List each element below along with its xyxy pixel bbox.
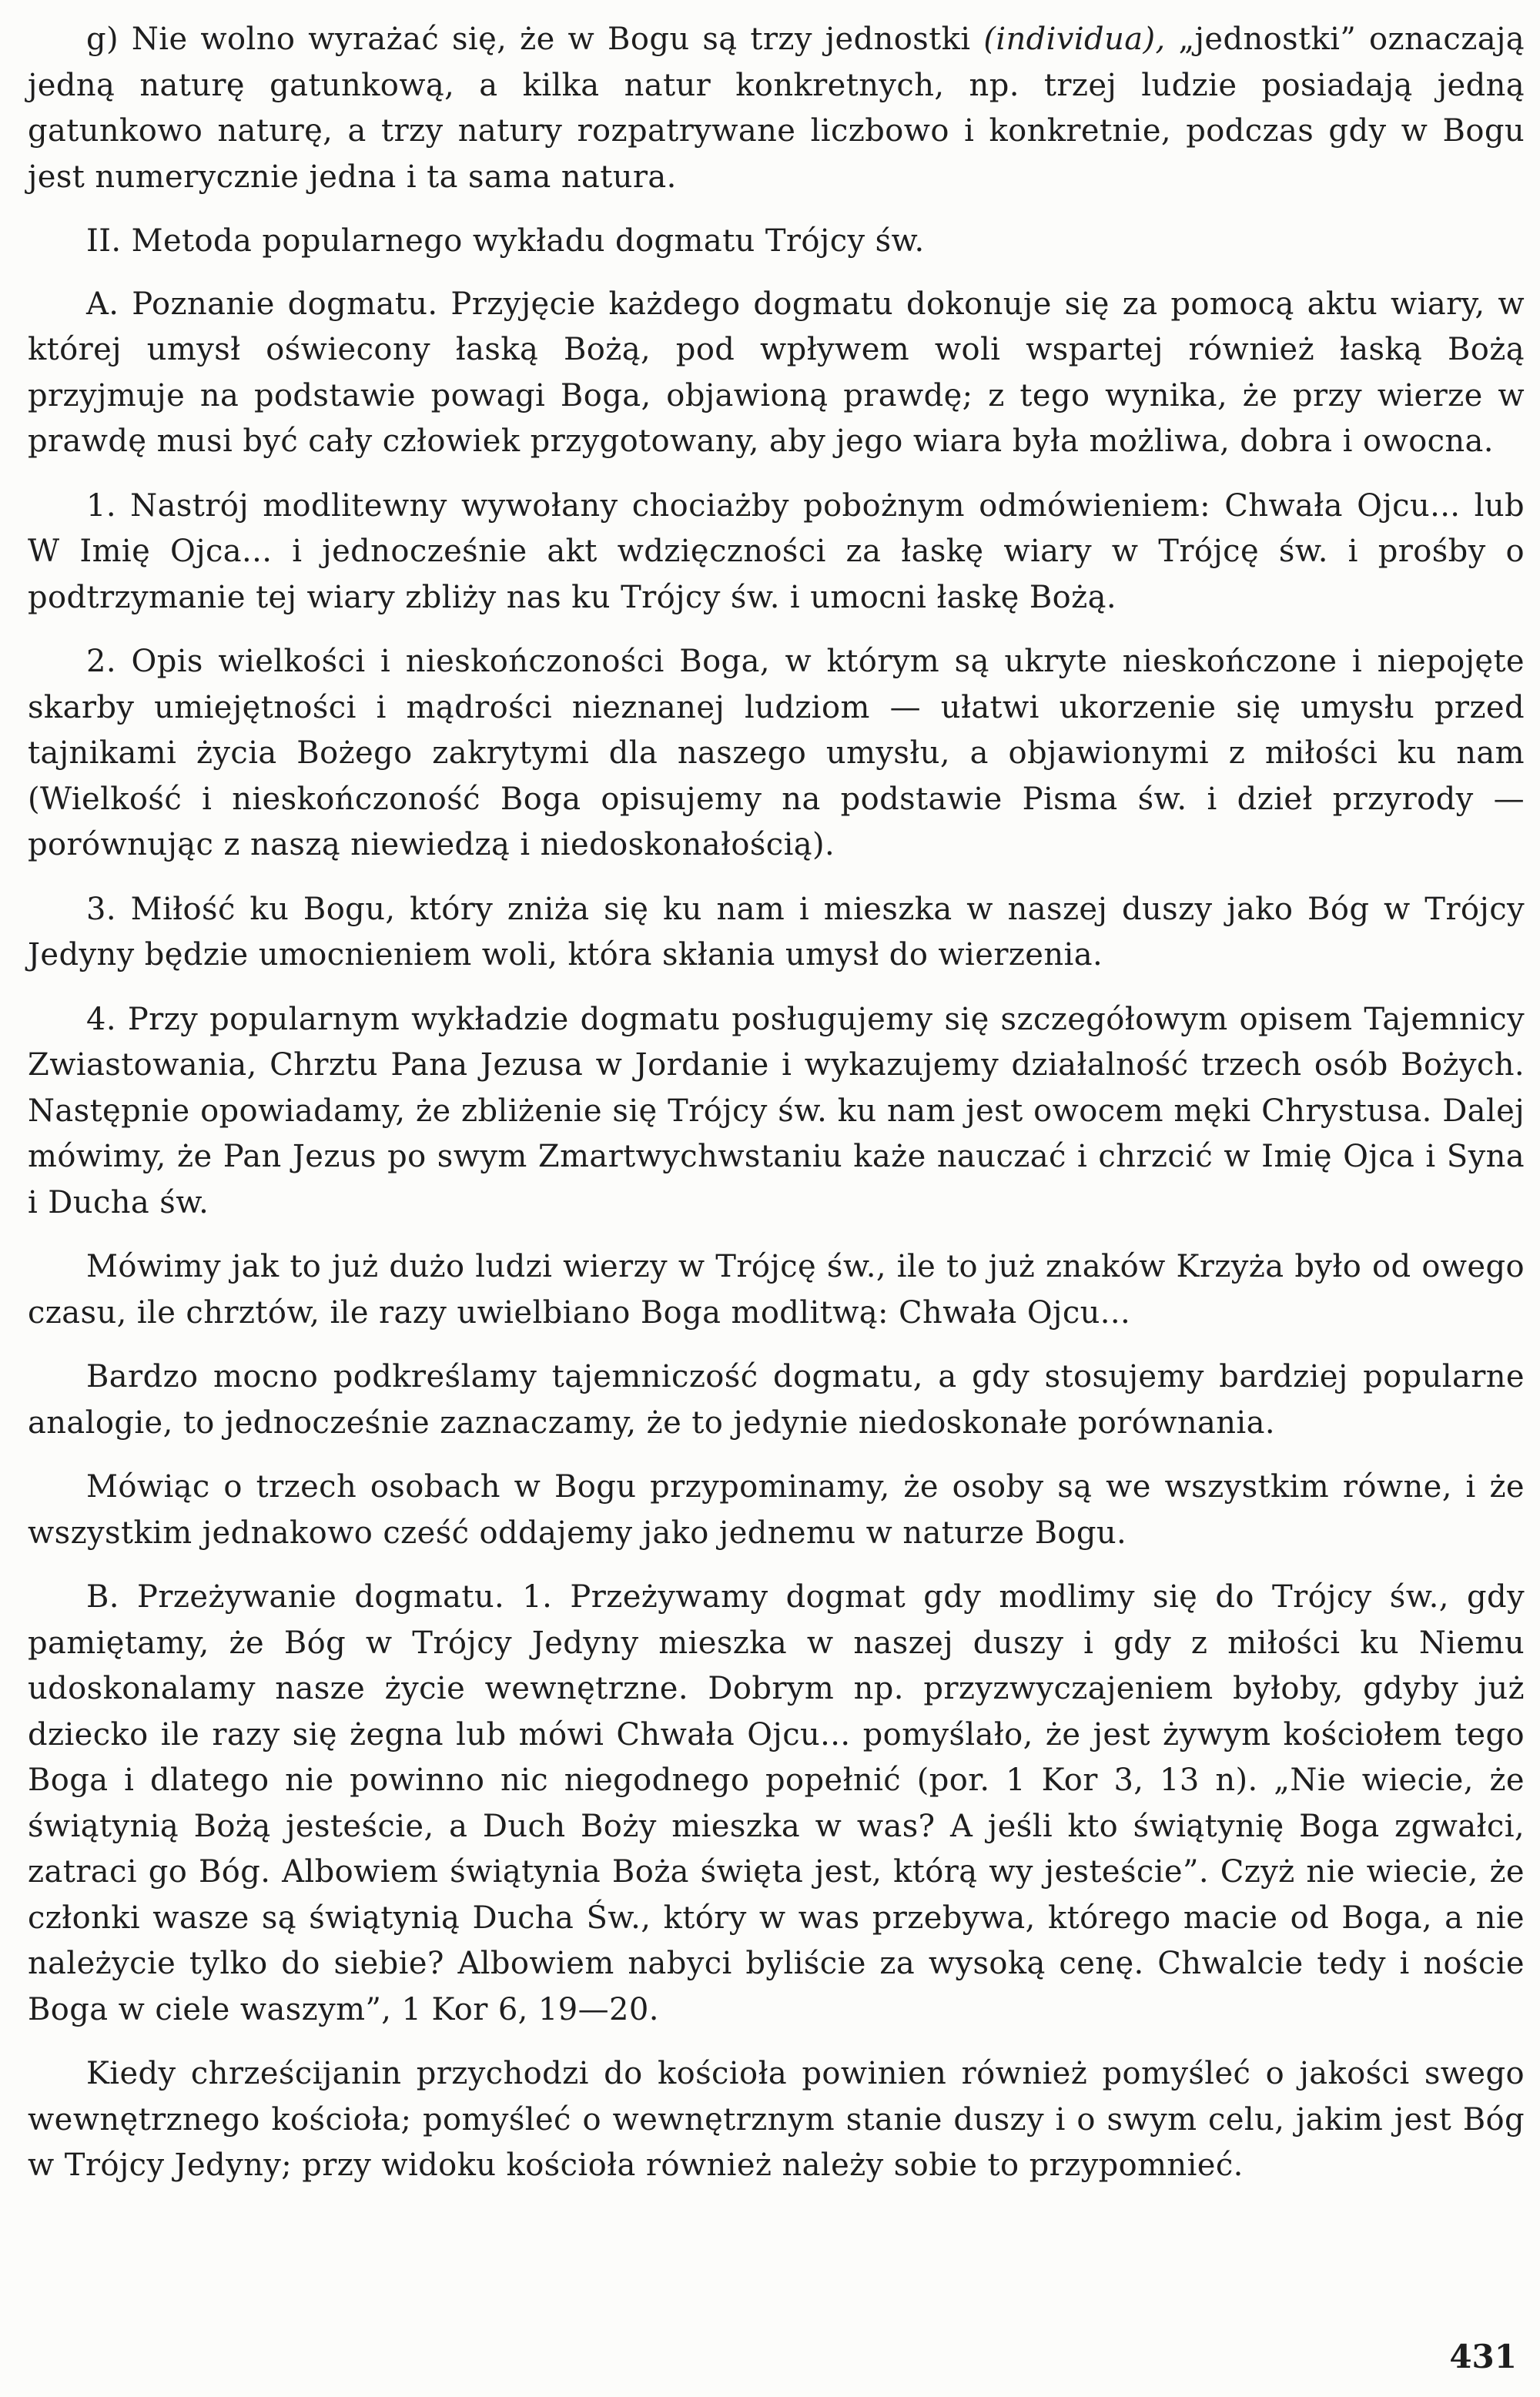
paragraph-mowimy: Mówimy jak to już dużo ludzi wierzy w Trójcę św., ile to już znaków Krzyża było od owego czasu, ile chrztów, ile razy uwielbiano Boga modlitwą: Chwała Ojcu... (28, 1249, 1525, 1331)
paragraph-g-continuation: „jednostki” oznaczają jedną naturę gatunkową, a kilka natur konkretnych, np. trzej ludzie posiadają jedną gatunkowo naturę, a trzy natury rozpatrywane liczbowo i konkretnie, podczas gdy w Bogu jest numerycznie jedna i ta sama natura. (28, 22, 1525, 195)
italic-term: (individua), (983, 22, 1166, 57)
paragraph-g (28, 17, 1525, 200)
paragraph-b: B. Przeżywanie dogmatu. 1. Przeżywamy dogmat gdy modlimy się do Trójcy św., gdy pamiętamy, że Bóg w Trójcy Jedyny mieszka w naszej duszy i gdy z miłości ku Niemu udoskonalamy nasze życie wewnętrzne. Dobrym np. przyzwyczajeniem byłoby, gdyby już dziecko ile razy się żegna lub mówi Chwała Ojcu... pomyślało, że jest żywym kościołem tego Boga i dlatego nie powinno nic niegodnego popełnić (por. 1 Kor 3, 13 n). „Nie wiecie, że świątynią Bożą jesteście, a Duch Boży mieszka w was? A jeśli kto świątynię Boga zgwałci, zatraci go Bóg. Albowiem świątynia Boża święta jest, którą wy jesteście”. Czyż nie wiecie, że członki wasze są świątynią Ducha Św., który w was przebywa, którego macie od Boga, a nie należycie tylko do siebie? Albowiem nabyci byliście za wysoką cenę. Chwalcie tedy i noście Boga w ciele waszym”, 1 Kor 6, 19—20. (28, 1579, 1525, 2027)
paragraph-3: 3. Miłość ku Bogu, który zniża się ku nam i mieszka w naszej duszy jako Bóg w Trójcy Jedyny będzie umocnieniem woli, która skłania umysł do wierzenia. (28, 891, 1525, 973)
paragraph-2: 2. Opis wielkości i nieskończoności Boga, w którym są ukryte nieskończone i niepojęte skarby umiejętności i mądrości nieznanej ludziom — ułatwi ukorzenie się umysłu przed tajnikami życia Bożego zakrytymi dla naszego umysłu, a objawionymi z miłości ku nam (Wielkość i nieskończoność Boga opisujemy na podstawie Pisma św. i dzieł przyrody — porównując z naszą niewiedzą i niedoskonałością). (28, 644, 1525, 862)
paragraph-bardzo: Bardzo mocno podkreślamy tajemniczość dogmatu, a gdy stosujemy bardziej popularne analogie, to jednocześnie zaznaczamy, że to jedynie niedoskonałe porównania. (28, 1359, 1525, 1441)
body-text (28, 17, 1525, 2208)
page-number: 431 (1449, 2338, 1517, 2375)
paragraph-g-text: g) Nie wolno wyrażać się, że w Bogu są trzy jednostki (86, 22, 984, 57)
section-heading-ii: II. Metoda popularnego wykładu dogmatu Trójcy św. (86, 223, 925, 259)
paragraph-4: 4. Przy popularnym wykładzie dogmatu posługujemy się szczegółowym opisem Tajemnicy Zwiastowania, Chrztu Pana Jezusa w Jordanie i wykazujemy działalność trzech osób Bożych. Następnie opowiadamy, że zbliżenie się Trójcy św. ku nam jest owocem męki Chrystusa. Dalej mówimy, że Pan Jezus po swym Zmartwychwstaniu każe nauczać i chrzcić w Imię Ojca i Syna i Ducha św. (28, 1001, 1525, 1220)
paragraph-mowiac: Mówiąc o trzech osobach w Bogu przypominamy, że osoby są we wszystkim równe, i że wszystkim jednakowo cześć oddajemy jako jednemu w naturze Bogu. (28, 1469, 1525, 1551)
paragraph-kiedy: Kiedy chrześcijanin przychodzi do kościoła powinien również pomyśleć o jakości swego wewnętrznego kościoła; pomyśleć o wewnętrznym stanie duszy i o swym celu, jakim jest Bóg w Trójcy Jedyny; przy widoku kościoła również należy sobie to przypomnieć. (28, 2056, 1525, 2183)
paragraph-1: 1. Nastrój modlitewny wywołany chociażby pobożnym odmówieniem: Chwała Ojcu... lub W Imię Ojca... i jednocześnie akt wdzięczności za łaskę wiary w Trójcę św. i prośby o podtrzymanie tej wiary zbliży nas ku Trójcy św. i umocni łaskę Bożą. (28, 487, 1525, 615)
paragraph-a: A. Poznanie dogmatu. Przyjęcie każdego dogmatu dokonuje się za pomocą aktu wiary, w której umysł oświecony łaską Bożą, pod wpływem woli wspartej również łaską Bożą przyjmuje na podstawie powagi Boga, objawioną prawdę; z tego wynika, że przy wierze w prawdę musi być cały człowiek przygotowany, aby jego wiara była możliwa, dobra i owocna. (28, 286, 1525, 459)
